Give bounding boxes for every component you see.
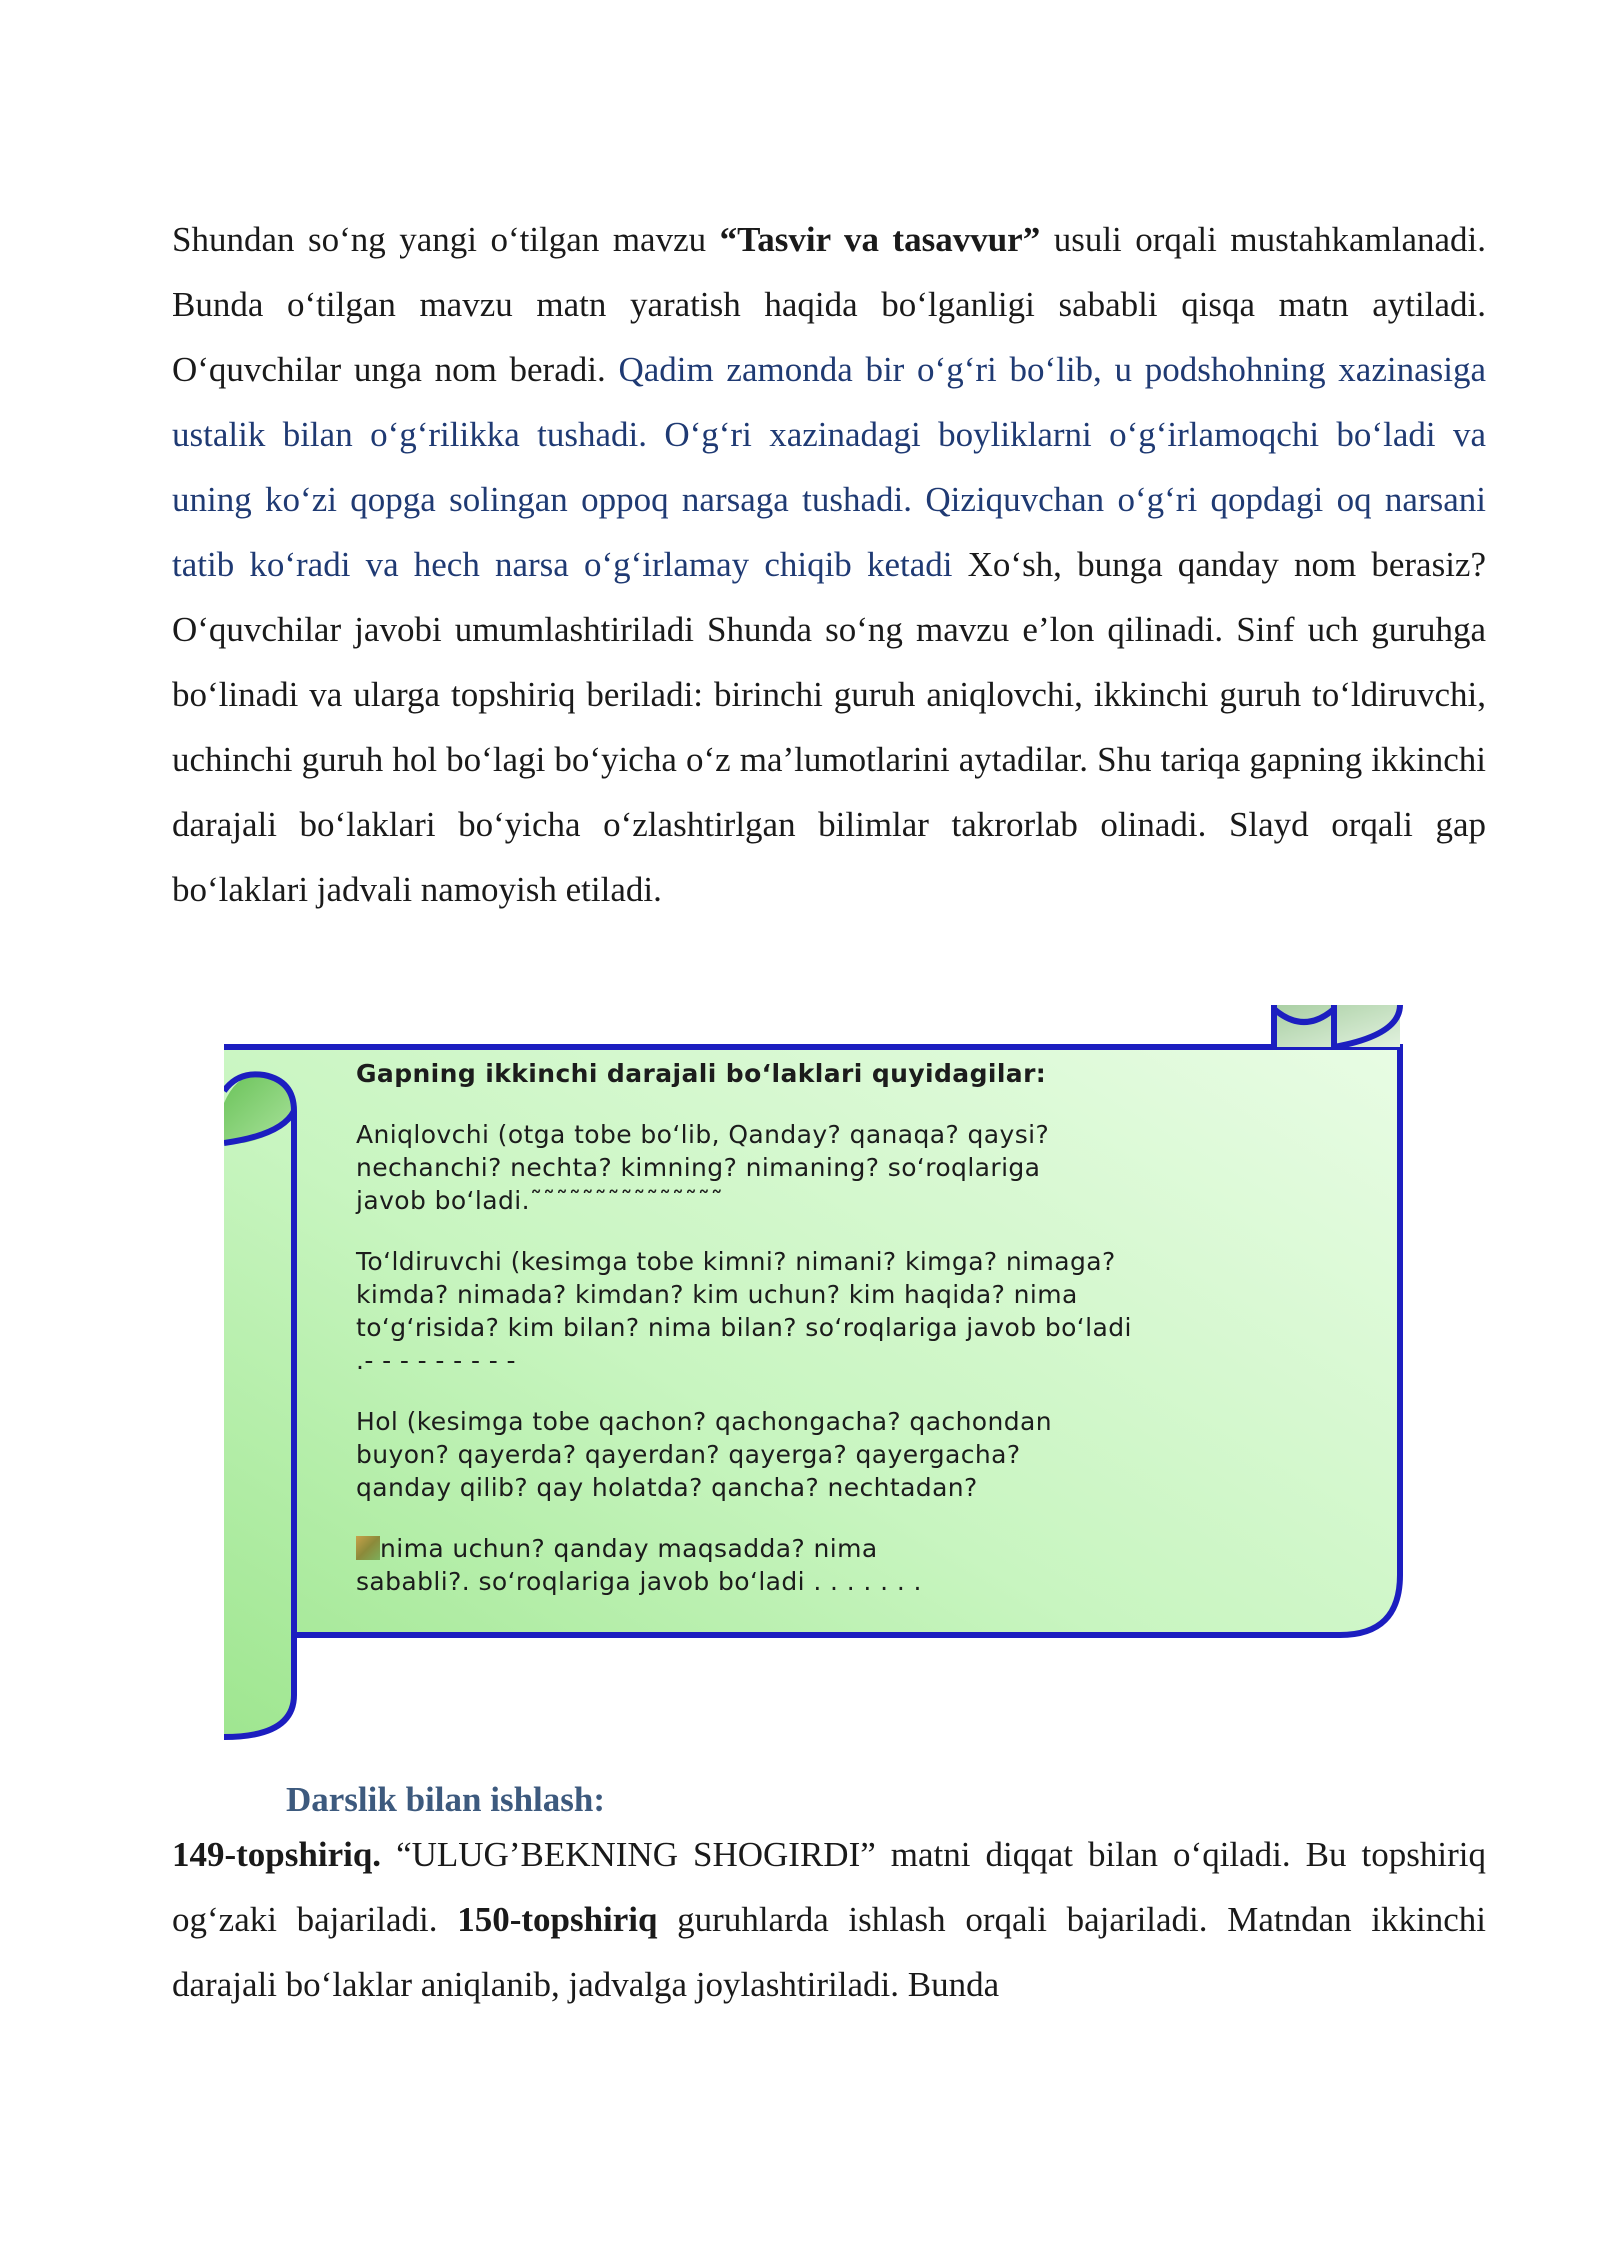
task-150-label: 150-topshiriq — [457, 1900, 658, 1939]
task-149-text: “ULUG’BEKNING SHOGIRDI” matni diqqat bilan o‘qiladi. Bu topshiriq og‘zaki bajariladi. — [172, 1835, 1486, 1939]
scroll-text-content — [356, 1057, 1376, 1598]
picture-bullet-icon — [356, 1536, 380, 1560]
scroll-block-toldiruvchi: To‘ldiruvchi (kesimga tobe kimni? nimani? kimga? nimaga? kimda? nimada? kimdan? kim uchun? kim haqida? nima to‘g‘risida? kim bilan? nima bilan? so‘roqlariga javob bo‘ladi .- - - - - - - - - — [356, 1247, 1132, 1375]
scroll-block-hol-continued — [356, 1532, 1376, 1598]
intro-text-2: usuli orqali mustahkamlanadi. Bunda o‘tilgan mavzu matn yaratish haqida bo‘lganligi sababli qisqa matn aytiladi. O‘quvchilar unga nom beradi. — [172, 220, 1486, 389]
tasks-paragraph — [172, 1822, 1486, 2017]
story-text: Qadim zamonda bir o‘g‘ri bo‘lib, u podshohning xazinasiga ustalik bilan o‘g‘rilikka tushadi. O‘g‘ri xazinadagi boyliklarni o‘g‘irlamoqchi bo‘ladi va uning ko‘zi qopga solingan oppoq narsaga tushadi. Qiziquvchan o‘g‘ri qopdagi oq narsani tatib ko‘radi va hech narsa o‘g‘irlamay chiqib ketadi — [172, 350, 1487, 584]
task-149-label: 149-topshiriq. — [172, 1835, 382, 1874]
intro-text-3: Xo‘sh, bunga qanday nom berasiz? O‘quvchilar javobi umumlashtiriladi Shunda so‘ng mavzu e’lon qilinadi. Sinf uch guruhga bo‘linadi va ularga topshiriq beriladi: birinchi guruh aniqlovchi, ikkinchi guruh to‘ldiruvchi, uchinchi guruh hol bo‘lagi bo‘yicha o‘z ma’lumotlarini aytadilar. Shu tariqa gapning ikkinchi darajali bo‘laklari bo‘yicha o‘zlashtirlgan bilimlar takrorlab olinadi. Slayd orqali gap bo‘laklari jadvali namoyish etiladi. — [172, 545, 1486, 909]
scroll-block-aniqlovchi: Aniqlovchi (otga tobe bo‘lib, Qanday? qanaqa? qaysi? nechanchi? nechta? kimning? nimaning? so‘roqlariga javob bo‘ladi.˜˜˜˜˜˜˜˜˜˜˜˜˜˜˜ — [356, 1120, 1050, 1215]
intro-paragraph — [172, 207, 1486, 922]
scroll-block4-line1: nima uchun? qanday maqsadda? nima — [380, 1534, 878, 1563]
scroll-block-hol: Hol (kesimga tobe qachon? qachongacha? qachondan buyon? qayerda? qayerdan? qayerga? qayergacha? qanday qilib? qay holatda? qancha? nechtadan? — [356, 1407, 1052, 1502]
intro-text-1: Shundan so‘ng yangi o‘tilgan mavzu — [172, 220, 720, 259]
scroll-block4-line2: sababli?. so‘roqlariga javob bo‘ladi . . . . . . . — [356, 1567, 922, 1596]
method-name: “Tasvir va tasavvur” — [719, 220, 1041, 259]
task-150-text: guruhlarda ishlash orqali bajariladi. Matndan ikkinchi darajali bo‘laklar aniqlanib, jadvalga joylashtiriladi. Bunda — [172, 1900, 1486, 2004]
scroll-banner-figure — [224, 995, 1410, 1747]
section-subheading: Darslik bilan ishlash: — [286, 1780, 605, 1819]
scroll-title: Gapning ikkinchi darajali bo‘laklari quyidagilar: — [356, 1059, 1047, 1088]
